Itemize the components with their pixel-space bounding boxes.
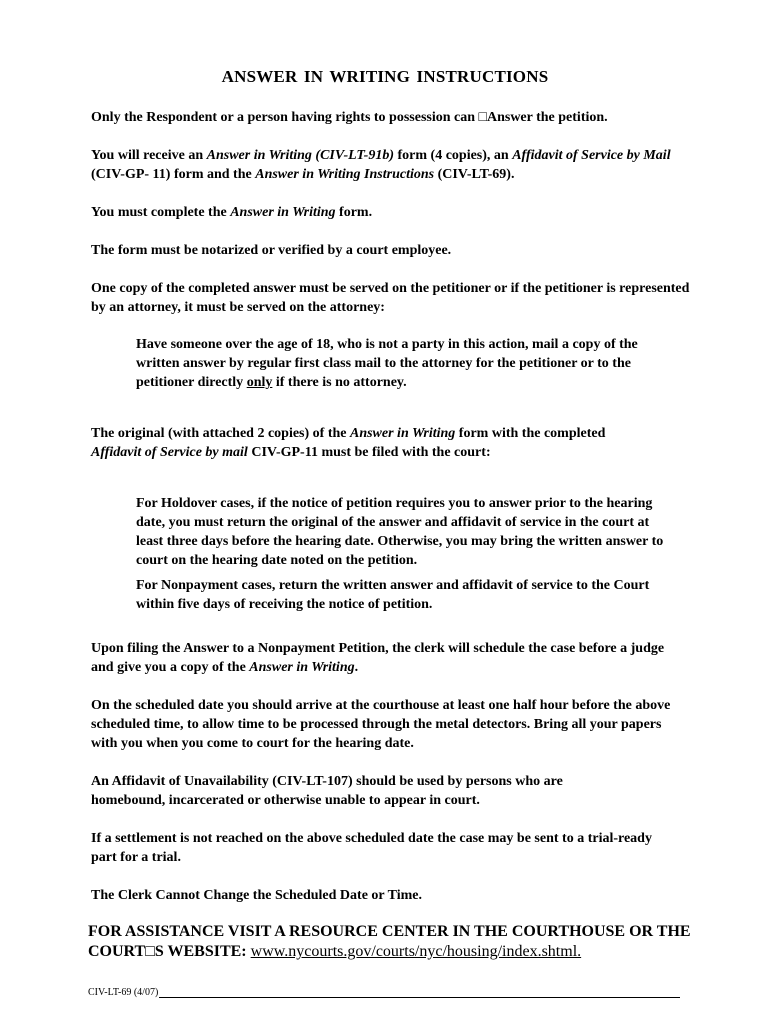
- paragraph-nonpayment: [136, 576, 676, 614]
- form-name-answer: Answer in Writing: [230, 205, 336, 220]
- text-run: form.: [335, 205, 373, 220]
- form-footer: [88, 987, 680, 998]
- paragraph-service: [91, 279, 696, 317]
- paragraph-original-filing: [91, 424, 659, 462]
- paragraph-notarized: [91, 241, 691, 260]
- footer-rule: [159, 988, 680, 998]
- paragraph-settlement: [91, 829, 671, 867]
- paragraph-complete-form: [91, 203, 691, 222]
- text-run: Upon filing the Answer to a Nonpayment Petition, the clerk will schedule the case before a judge and give you a copy of the: [91, 641, 665, 675]
- text-run: You must complete the: [91, 205, 231, 220]
- paragraph-text: The form must be notarized or verified by a court employee.: [91, 243, 452, 258]
- form-name-affidavit: Affidavit of Service by mail: [91, 445, 248, 460]
- text-run: You will receive an: [91, 148, 207, 163]
- paragraph-scheduled-date: [91, 696, 691, 753]
- form-name-answer: Answer in Writing: [249, 660, 355, 675]
- text-run: if there is no attorney.: [272, 375, 407, 390]
- paragraph-mail-copy: [136, 335, 684, 392]
- paragraph-clerk-schedule: [91, 639, 681, 677]
- text-run: Have someone over the age of 18, who is not a party in this action, mail a copy of the written answer by regular first class mail to the attorney for the petitioner or to the petitioner directly: [136, 337, 638, 390]
- text-run: .: [354, 660, 359, 675]
- text-run: CIV-GP-11 must be filed with the court:: [247, 445, 491, 460]
- paragraph-text: An Affidavit of Unavailability (CIV-LT-107) should be used by persons who are homebound, incarcerated or otherwise unable to appear in court.: [91, 774, 563, 808]
- text-run: form with the completed: [455, 426, 606, 441]
- text-run: The original (with attached 2 copies) of the: [91, 426, 350, 441]
- paragraph-text: If a settlement is not reached on the above scheduled date the case may be sent to a trial-ready part for a trial.: [91, 831, 652, 865]
- form-name-instructions: Answer in Writing Instructions: [255, 167, 435, 182]
- paragraph-text: One copy of the completed answer must be served on the petitioner or if the petitioner is represented by an attorney, it must be served on the attorney:: [91, 281, 690, 315]
- form-name-affidavit: Affidavit of Service by Mail: [512, 148, 671, 163]
- underlined-only: only: [246, 375, 273, 390]
- paragraph-unavailability: [91, 772, 621, 810]
- paragraph-text: The Clerk Cannot Change the Scheduled Date or Time.: [91, 888, 422, 903]
- text-run: form (4 copies), an: [394, 148, 513, 163]
- page-title: ANSWER IN WRITING INSTRUCTIONS: [221, 67, 549, 86]
- text-run: (CIV-GP- 11) form and the: [91, 167, 256, 182]
- website-link[interactable]: www.nycourts.gov/courts/nyc/housing/index.shtml.: [250, 943, 582, 960]
- paragraph-respondent: [91, 108, 691, 127]
- paragraph-text: On the scheduled date you should arrive at the courthouse at least one half hour before the above scheduled time, to allow time to be processed through the metal detectors. Bring all your papers with you when you come to court for the hearing date.: [91, 698, 671, 751]
- paragraph-text: Only the Respondent or a person having rights to possession can □Answer the petition.: [91, 110, 608, 125]
- paragraph-forms-received: [91, 146, 696, 184]
- paragraph-holdover: [136, 494, 676, 570]
- paragraph-clerk-cannot-change: [91, 886, 691, 905]
- text-run: (CIV-LT-69).: [434, 167, 515, 182]
- paragraph-text: For Nonpayment cases, return the written answer and affidavit of service to the Court within five days of receiving the notice of petition.: [136, 578, 650, 612]
- form-code: CIV-LT-69 (4/07): [88, 987, 159, 998]
- paragraph-text: For Holdover cases, if the notice of petition requires you to answer prior to the hearing date, you must return the original of the answer and affidavit of service in the court at least three days before the hearing date. Otherwise, you may bring the written answer to court on the hearing date noted on the petition.: [136, 496, 664, 568]
- form-name-answer: Answer in Writing: [349, 426, 456, 441]
- assistance-text: FOR ASSISTANCE VISIT A RESOURCE CENTER IN THE COURTHOUSE OR THE COURT□S WEBSITE:: [88, 923, 691, 960]
- form-name-answer: Answer in Writing (CIV-LT-91b): [206, 148, 394, 163]
- assistance-notice: [88, 922, 708, 962]
